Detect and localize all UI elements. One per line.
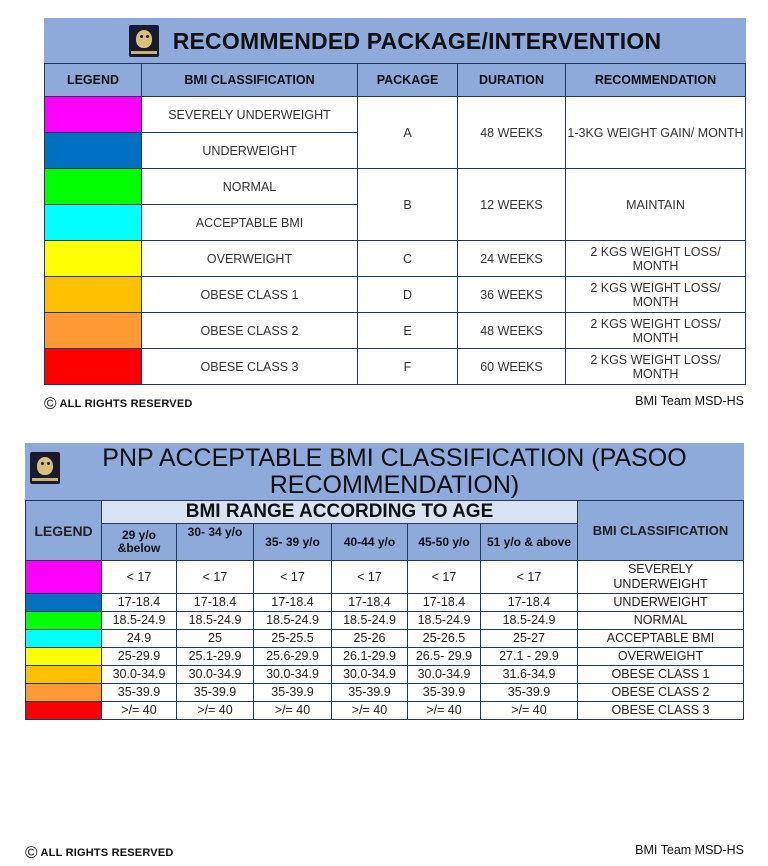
bmi-value: 24.9 — [102, 630, 177, 648]
recommendation-cell: 2 KGS WEIGHT LOSS/ MONTH — [566, 313, 746, 349]
bmi-classification: OBESE CLASS 3 — [578, 702, 744, 720]
legend-swatch — [26, 666, 102, 684]
bmi-value: >/= 40 — [481, 702, 578, 720]
legend-swatch — [26, 630, 102, 648]
bmi-header-legend: LEGEND — [26, 501, 102, 561]
bmi-classification: OVERWEIGHT — [142, 241, 358, 277]
bmi-value: < 17 — [408, 561, 481, 594]
bmi-value: >/= 40 — [254, 702, 332, 720]
package-cell: E — [358, 313, 458, 349]
legend-swatch — [45, 205, 142, 241]
bmi-value: 18.5-24.9 — [102, 612, 177, 630]
bmi-table-title-cell — [26, 444, 744, 501]
team-credit: BMI Team MSD-HS — [635, 394, 744, 408]
bmi-value: 17-18.4 — [332, 594, 408, 612]
bmi-classification: UNDERWEIGHT — [142, 133, 358, 169]
bmi-value: 25-29.9 — [102, 648, 177, 666]
age-header: 45-50 y/o — [408, 524, 481, 561]
package-table-title-cell — [45, 19, 746, 64]
copyright-note — [25, 843, 174, 863]
header-duration: DURATION — [458, 64, 566, 97]
bmi-value: 25-25.5 — [254, 630, 332, 648]
legend-swatch — [26, 612, 102, 630]
duration-cell: 12 WEEKS — [458, 169, 566, 241]
bmi-classification: OBESE CLASS 3 — [142, 349, 358, 385]
recommendation-cell: 2 KGS WEIGHT LOSS/ MONTH — [566, 349, 746, 385]
header-recommendation: RECOMMENDATION — [566, 64, 746, 97]
legend-swatch — [45, 241, 142, 277]
header-bmi-classification: BMI CLASSIFICATION — [142, 64, 358, 97]
bmi-value: 30.0-34.9 — [408, 666, 481, 684]
bmi-classification: NORMAL — [578, 612, 744, 630]
bmi-value: 18.5-24.9 — [408, 612, 481, 630]
bmi-value: 17-18.4 — [177, 594, 254, 612]
package-table-title: RECOMMENDED PACKAGE/INTERVENTION — [172, 27, 662, 54]
legend-swatch — [45, 277, 142, 313]
bmi-classification: NORMAL — [142, 169, 358, 205]
bmi-value: 18.5-24.9 — [481, 612, 578, 630]
bmi-value: 35-39.9 — [254, 684, 332, 702]
bmi-value: < 17 — [332, 561, 408, 594]
bmi-value: < 17 — [481, 561, 578, 594]
bmi-value: 18.5-24.9 — [177, 612, 254, 630]
bmi-range-header: BMI RANGE ACCORDING TO AGE — [102, 501, 578, 524]
bmi-value: >/= 40 — [102, 702, 177, 720]
bmi-value: >/= 40 — [177, 702, 254, 720]
legend-swatch — [45, 97, 142, 133]
package-table — [44, 18, 746, 385]
bmi-value: 25.6-29.9 — [254, 648, 332, 666]
copyright-note — [44, 394, 193, 414]
bmi-value: 25-26.5 — [408, 630, 481, 648]
bmi-value: < 17 — [102, 561, 177, 594]
bmi-value: 27.1 - 29.9 — [481, 648, 578, 666]
bmi-value: 17-18.4 — [102, 594, 177, 612]
bmi-classification: OBESE CLASS 1 — [142, 277, 358, 313]
duration-cell: 36 WEEKS — [458, 277, 566, 313]
bmi-classification: ACCEPTABLE BMI — [578, 630, 744, 648]
bmi-value: 35-39.9 — [408, 684, 481, 702]
package-cell: B — [358, 169, 458, 241]
bmi-value: 35-39.9 — [177, 684, 254, 702]
package-cell: F — [358, 349, 458, 385]
bmi-classification: UNDERWEIGHT — [578, 594, 744, 612]
msd-badge-icon — [129, 25, 159, 57]
age-header: 29 y/o &below — [102, 524, 177, 561]
bmi-classification: SEVERELY UNDERWEIGHT — [142, 97, 358, 133]
duration-cell: 48 WEEKS — [458, 97, 566, 169]
bmi-value: 26.1-29.9 — [332, 648, 408, 666]
bmi-value: 30.0-34.9 — [254, 666, 332, 684]
bmi-classification: OVERWEIGHT — [578, 648, 744, 666]
legend-swatch — [26, 702, 102, 720]
msd-badge-icon — [30, 452, 60, 484]
package-cell: C — [358, 241, 458, 277]
legend-swatch — [26, 684, 102, 702]
header-legend: LEGEND — [45, 64, 142, 97]
bmi-table-title: PNP ACCEPTABLE BMI CLASSIFICATION (PASOO RECOMMENDATION) — [102, 444, 687, 499]
bmi-value: 31.6-34.9 — [481, 666, 578, 684]
recommendation-cell: 2 KGS WEIGHT LOSS/ MONTH — [566, 277, 746, 313]
bmi-value: 35-39.9 — [481, 684, 578, 702]
recommendation-cell: MAINTAIN — [566, 169, 746, 241]
bmi-value: 30.0-34.9 — [102, 666, 177, 684]
bmi-header-classification: BMI CLASSIFICATION — [578, 501, 744, 561]
bmi-value: 25 — [177, 630, 254, 648]
recommendation-cell: 1-3KG WEIGHT GAIN/ MONTH — [566, 97, 746, 169]
bmi-classification: OBESE CLASS 1 — [578, 666, 744, 684]
legend-swatch — [45, 313, 142, 349]
legend-swatch — [26, 648, 102, 666]
age-header: 30- 34 y/o — [177, 524, 254, 561]
bmi-value: 30.0-34.9 — [332, 666, 408, 684]
team-credit: BMI Team MSD-HS — [635, 843, 744, 857]
bmi-classification-table — [25, 443, 744, 720]
bmi-classification: ACCEPTABLE BMI — [142, 205, 358, 241]
bmi-classification: OBESE CLASS 2 — [142, 313, 358, 349]
copyright-symbol: © — [44, 394, 57, 413]
bmi-classification: SEVERELY UNDERWEIGHT — [578, 561, 744, 594]
bmi-value: 30.0-34.9 — [177, 666, 254, 684]
bmi-value: 25-26 — [332, 630, 408, 648]
bmi-value: >/= 40 — [332, 702, 408, 720]
rights-text: ALL RIGHTS RESERVED — [59, 398, 193, 410]
age-header: 40-44 y/o — [332, 524, 408, 561]
bmi-value: 26.5- 29.9 — [408, 648, 481, 666]
duration-cell: 24 WEEKS — [458, 241, 566, 277]
header-package: PACKAGE — [358, 64, 458, 97]
copyright-symbol: © — [25, 843, 38, 862]
bmi-value: 18.5-24.9 — [332, 612, 408, 630]
duration-cell: 48 WEEKS — [458, 313, 566, 349]
bmi-value: 25.1-29.9 — [177, 648, 254, 666]
bmi-value: 17-18.4 — [254, 594, 332, 612]
bmi-value: 17-18.4 — [481, 594, 578, 612]
bmi-value: >/= 40 — [408, 702, 481, 720]
legend-swatch — [45, 349, 142, 385]
package-cell: A — [358, 97, 458, 169]
duration-cell: 60 WEEKS — [458, 349, 566, 385]
rights-text: ALL RIGHTS RESERVED — [40, 847, 174, 859]
package-cell: D — [358, 277, 458, 313]
bmi-value: 35-39.9 — [102, 684, 177, 702]
legend-swatch — [45, 133, 142, 169]
bmi-value: 17-18.4 — [408, 594, 481, 612]
legend-swatch — [26, 594, 102, 612]
bmi-value: 35-39.9 — [332, 684, 408, 702]
recommendation-cell: 2 KGS WEIGHT LOSS/ MONTH — [566, 241, 746, 277]
age-header: 35- 39 y/o — [254, 524, 332, 561]
legend-swatch — [26, 561, 102, 594]
bmi-value: < 17 — [254, 561, 332, 594]
bmi-value: 25-27 — [481, 630, 578, 648]
bmi-value: 18.5-24.9 — [254, 612, 332, 630]
bmi-classification: OBESE CLASS 2 — [578, 684, 744, 702]
legend-swatch — [45, 169, 142, 205]
bmi-value: < 17 — [177, 561, 254, 594]
age-header: 51 y/o & above — [481, 524, 578, 561]
